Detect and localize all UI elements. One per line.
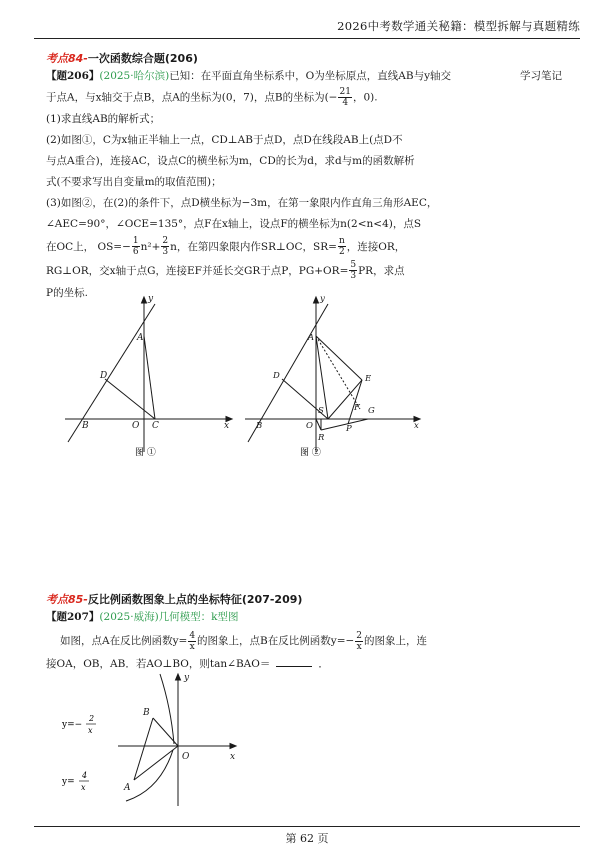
svg-text:4: 4 — [82, 771, 88, 780]
figure-1 — [60, 292, 240, 467]
fig2-label-o: O — [306, 421, 313, 431]
footer-rule — [34, 826, 580, 827]
fig3-x-arrow — [230, 744, 236, 749]
sr-frac: $\frac{n}{2}$ — [338, 236, 345, 257]
section-85-prefix: 考点85- — [46, 593, 88, 606]
q207-source: (2025·威海)几何模型：k型图 — [99, 611, 239, 623]
fig2-line-rg — [321, 419, 368, 430]
q206-id: 【题206】 — [46, 70, 100, 82]
fig2-label-e: E — [365, 374, 372, 384]
q207-frac-1: $\frac{4}{x}$ — [189, 630, 196, 652]
fig1-label-o: O — [132, 421, 140, 431]
fig2-label-x: x — [414, 421, 419, 431]
fig2-line-ec — [328, 380, 362, 419]
section-84-name: 一次函数综合题(206) — [87, 52, 198, 65]
fig1-label-d: D — [100, 371, 108, 381]
q206-source: (2025·哈尔滨) — [99, 70, 170, 82]
fig3-label-o: O — [182, 752, 190, 762]
fig2-label-d: D — [273, 371, 280, 381]
fig2-label-r: R — [318, 433, 325, 443]
fig2-y-arrow — [314, 297, 319, 303]
q206-line1: 已知：在平面直角坐标系中，O为坐标原点，直线AB与y轴交 — [169, 70, 452, 82]
q206-line7: (3)如图②，在(2)的条件下，点D横坐标为−3m，在第一象限内作直角三角形AEC， — [46, 196, 438, 209]
q207-frac-2: $\frac{2}{x}$ — [356, 630, 363, 652]
fig2-line-ef — [348, 380, 362, 424]
study-notes-label: 学习笔记 — [520, 70, 562, 82]
header-title: 2026中考数学通关秘籍：模型拆解与真题精练 — [337, 19, 580, 33]
header-rule — [34, 38, 580, 39]
q206-b-fraction: $\frac{21}{4}$ — [339, 87, 351, 108]
fig1-y-arrow — [142, 297, 147, 303]
fig2-label-f: F — [354, 403, 360, 413]
answer-blank[interactable] — [276, 666, 312, 667]
figure-3 — [58, 668, 258, 810]
fig3-curve-lower — [126, 750, 173, 801]
fig3-label-x: x — [230, 752, 236, 762]
fig2-line-dash — [316, 336, 360, 409]
fig3-curve-label-bottom: y= — [62, 777, 75, 787]
fig2-label-p: P — [346, 424, 352, 434]
fig3-label-a: A — [124, 783, 131, 793]
fig1-line-cd — [105, 379, 155, 419]
fig2-caption: 图 ② — [300, 448, 321, 458]
q206-body: 【题206】(2025·哈尔滨)已知：在平面直角坐标系中，O为坐标原点，直线AB与y轴交 于点A，与x轴交于点B，点A的坐标为(0，7)，点B的坐标为(− $\frac{21}{4}$ ，0). (1)求直线AB的解析式； (2)如图①，C为x轴正半轴上一点，CD⊥AB于点D，点D在线段AB上(点D不 与点A重合)，连接AC，设点C的横坐标为m，CD的长为d，求d与m的函数解析 式(不要求写出自变量m的取值范围)； (3)如图②，在(2)的条件下，点D横坐标为−3m，在第一象限内作直角三角形AEC， ∠AEC=90°，∠OCE=135°，点F在x轴上，设点F的横坐标为n(2<n<4)，点S 在OC上， OS=− $\frac{1}{6}$ n²+ $\frac{2}{3}$ n，在第四象限内作SR⊥OC，SR= $\frac{n}{2}$ ，连接OR， RG⊥OR，交x轴于点G，连接EF并延长交GR于点P，PG+OR= $\frac{5}{3}$ PR，求点 P的坐标. — [46, 66, 516, 304]
page-number: 第 62 页 — [285, 832, 329, 845]
q206-line8: ∠AEC=90°，∠OCE=135°，点F在x轴上，设点F的横坐标为n(2<n<4)，点S — [46, 217, 422, 230]
fig3-line-ab — [134, 718, 153, 780]
q206-line6: 式(不要求写出自变量m的取值范围)； — [46, 175, 222, 188]
fig3-label-y: y — [184, 673, 190, 683]
fig3-y-arrow — [176, 674, 181, 680]
q206-line3: (1)求直线AB的解析式； — [46, 112, 161, 125]
fig1-label-x: x — [224, 421, 230, 431]
figure-2 — [240, 292, 430, 467]
q206-line4: (2)如图①，C为x轴正半轴上一点，CD⊥AB于点D，点D在线段AB上(点D不 — [46, 133, 403, 146]
svg-text:x: x — [81, 783, 86, 792]
fig2-label-a: A — [308, 333, 315, 343]
fig1-label-b: B — [82, 421, 89, 431]
fig2-label-s: S — [318, 406, 324, 416]
os-frac-1: $\frac{1}{6}$ — [132, 236, 139, 257]
fig3-line-oa — [134, 746, 178, 780]
q207-id: 【题207】 — [46, 611, 100, 623]
fig3-label-b: B — [143, 708, 150, 718]
section-84-title — [46, 50, 198, 66]
fig3-curve-label-top: y=− — [62, 720, 83, 730]
q206-line5: 与点A重合)，连接AC，设点C的横坐标为m，CD的长为d，求d与m的函数解析 — [46, 154, 415, 167]
fig2-label-g: G — [368, 406, 375, 416]
fig1-line-ac — [144, 336, 155, 419]
fig2-line-or — [316, 419, 321, 430]
fig2-line-ae — [316, 336, 362, 380]
section-85-name: 反比例函数图象上点的坐标特征(207-209) — [87, 593, 303, 606]
fig1-label-a: A — [137, 333, 144, 343]
section-85-title — [46, 591, 302, 607]
fig1-label-y: y — [148, 294, 154, 304]
fig1-label-c: C — [152, 421, 159, 431]
q206-line2: 于点A，与x轴交于点B，点A的坐标为(0，7)，点B的坐标为 — [46, 91, 325, 104]
fig2-label-b: B — [256, 421, 263, 431]
pr-frac: $\frac{5}{3}$ — [350, 260, 357, 281]
q207-body: 【题207】(2025·威海)几何模型：k型图 如图，点A在反比例函数y= $\frac{4}{x}$ 的图象上，点B在反比例函数y=− $\frac{2}{x}$ 的图象上，连 接OA，OB，AB．若AO⊥BO，则tan∠BAO＝ ． — [46, 611, 428, 670]
svg-text:2: 2 — [89, 714, 95, 723]
section-84-prefix: 考点84- — [46, 52, 88, 65]
svg-text:x: x — [88, 726, 93, 735]
fig1-caption: 图 ① — [135, 448, 156, 458]
q206-line11: P的坐标. — [46, 286, 88, 299]
fig3-line-ob — [153, 718, 178, 746]
os-frac-2: $\frac{2}{3}$ — [162, 236, 169, 257]
fig2-label-y: y — [320, 294, 325, 304]
